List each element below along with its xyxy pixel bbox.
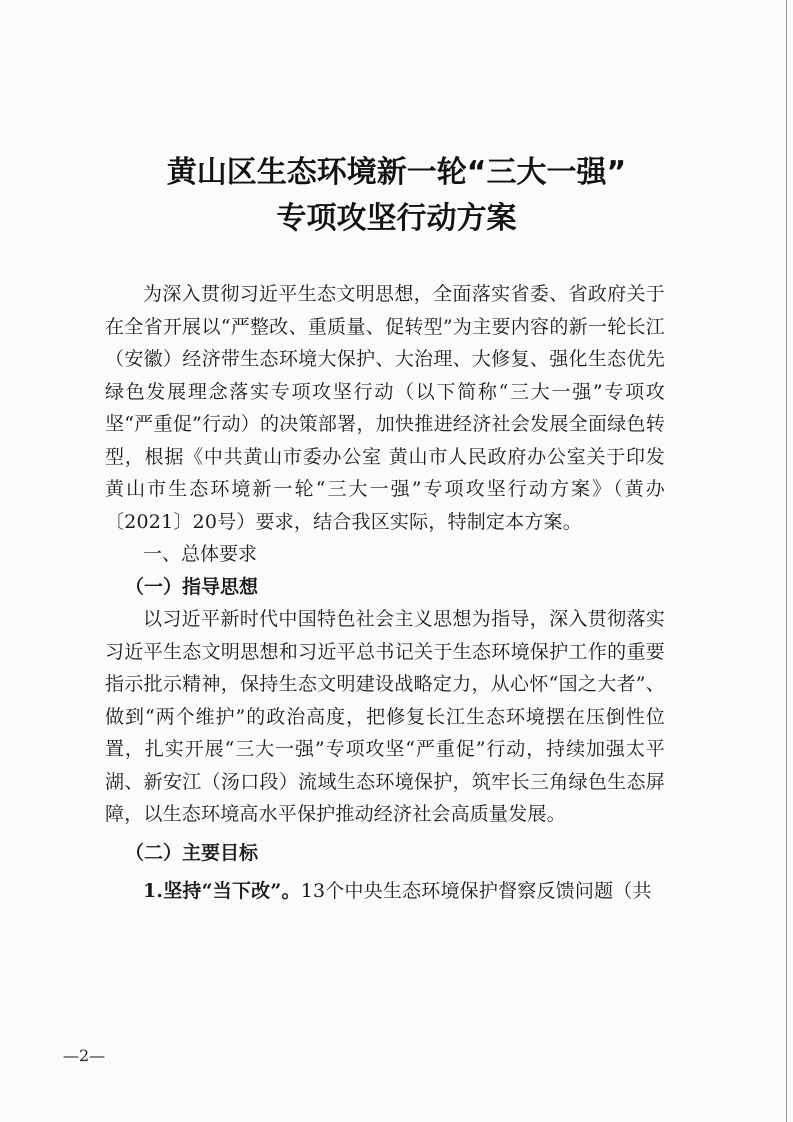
goal-item-1-text: 13个中央生态环境保护督察反馈问题（共 <box>300 880 652 902</box>
title-line-1: 黄山区生态环境新一轮“三大一强” <box>166 155 627 190</box>
subsection-heading-main-goals: （二）主要目标 <box>125 841 259 864</box>
document-body <box>105 278 665 908</box>
document-title <box>0 150 793 242</box>
goal-item-1 <box>105 875 665 908</box>
subsection-heading-guiding-thought: （一）指导思想 <box>125 575 259 598</box>
title-line-2: 专项攻坚行动方案 <box>276 201 517 236</box>
section-heading-general-requirements: 一、总体要求 <box>143 543 258 565</box>
intro-paragraph: 为深入贯彻习近平生态文明思想，全面落实省委、省政府关于在全省开展以“严整改、重质量、促转型”为主要内容的新一轮长江（安徽）经济带生态环境大保护、大治理、大修复、强化生态优先绿色发展理念落实专项攻坚行动（以下简称“三大一强”专项攻坚“严重促”行动）的决策部署，加快推进经济社会发展全面绿色转型，根据《中共黄山市委办公室 黄山市人民政府办公室关于印发黄山市生态环境新一轮“三大一强”专项攻坚行动方案》（黄办〔2021〕20号）要求，结合我区实际，特制定本方案。 <box>105 283 665 533</box>
guiding-thought-paragraph: 以习近平新时代中国特色社会主义思想为指导，深入贯彻落实习近平生态文明思想和习近平总书记关于生态环境保护工作的重要指示批示精神，保持生态文明建设战略定力，从心怀“国之大者”、做到“两个维护”的政治高度，把修复长江生态环境摆在压倒性位置，扎实开展“三大一强”专项攻坚“严重促”行动，持续加强太平湖、新安江（汤口段）流域生态环境保护，筑牢长三角绿色生态屏障，以生态环境高水平保护推动经济社会高质量发展。 <box>105 608 665 825</box>
goal-item-1-title: 1.坚持“当下改”。 <box>143 880 301 902</box>
page-number: —2— <box>63 1046 106 1065</box>
